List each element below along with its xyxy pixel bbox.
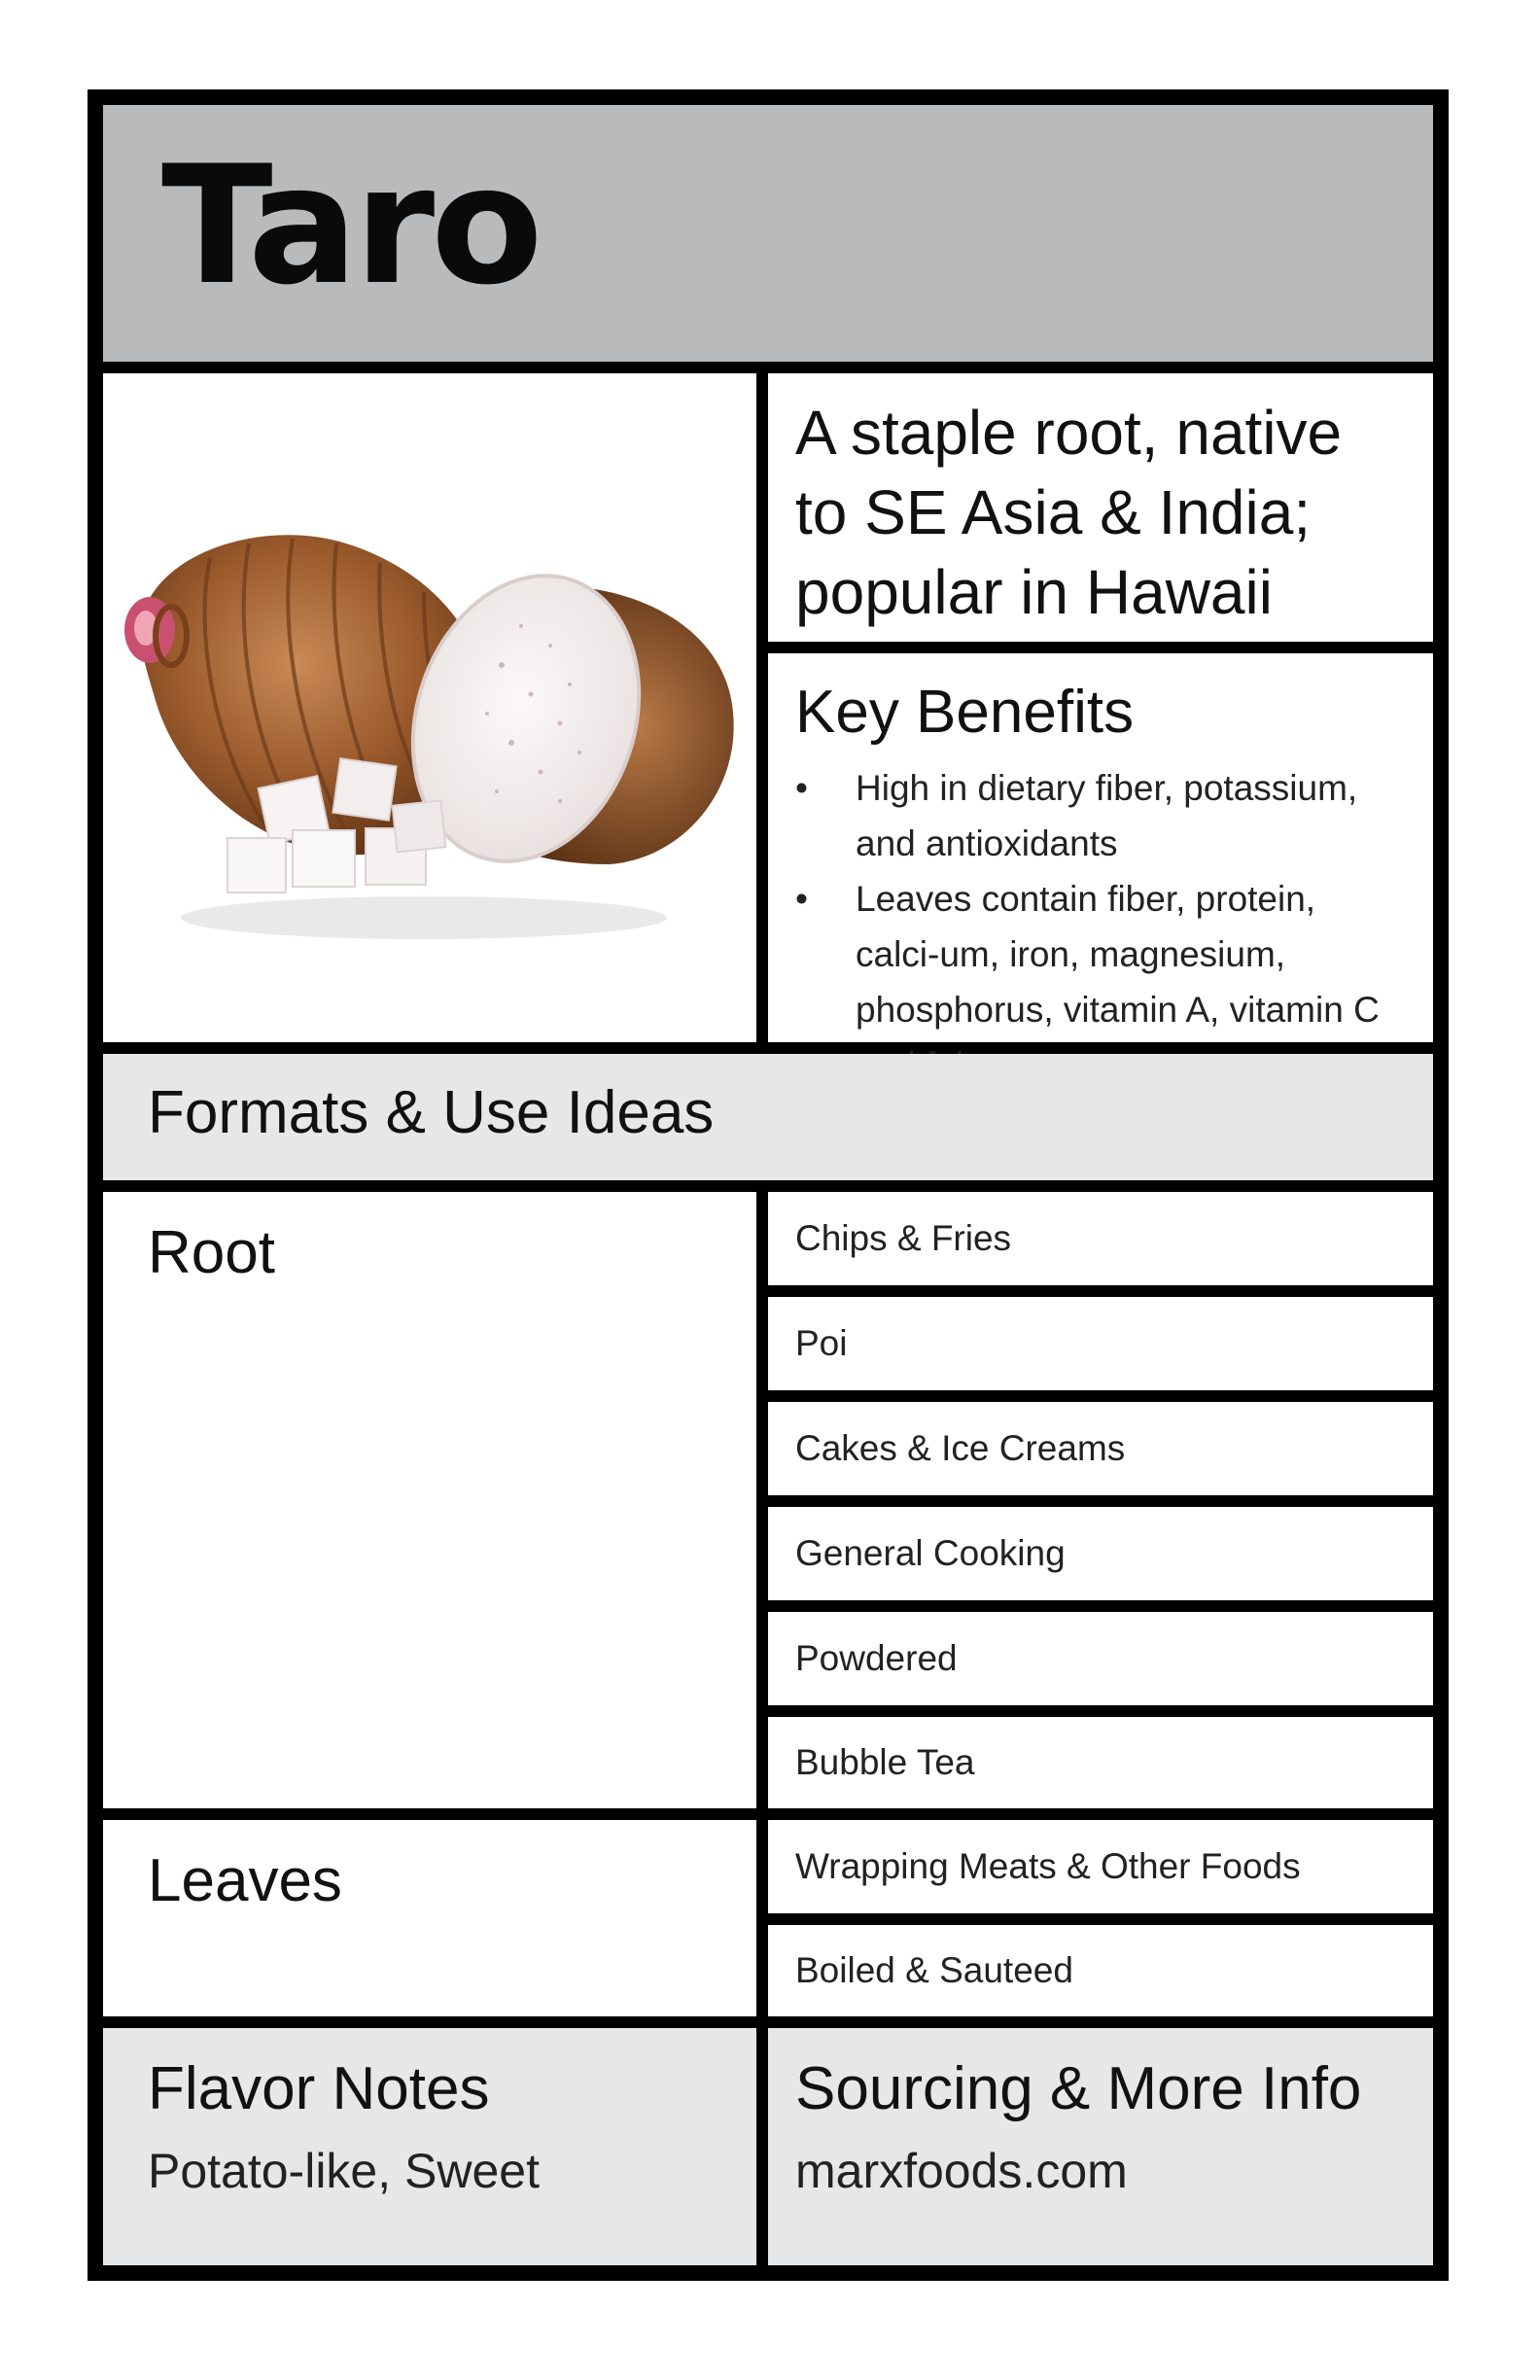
use-item-text: Wrapping Meats & Other Foods (795, 1846, 1301, 1886)
use-item-row (768, 1925, 1433, 2016)
use-item-row (768, 1297, 1433, 1390)
sourcing-panel (768, 2028, 1433, 2265)
use-item-text: Cakes & Ice Creams (795, 1428, 1126, 1468)
bullet-icon: • (795, 768, 808, 808)
benefit-text: High in dietary fiber, potassium, and antioxidants (856, 768, 1358, 863)
header (103, 105, 1433, 362)
flavor-text: Potato-like, Sweet (148, 2144, 540, 2198)
formats-header (103, 1054, 1433, 1180)
use-item-text: Boiled & Sauteed (795, 1950, 1073, 1990)
shadow (181, 896, 667, 939)
benefit-text: Leaves contain fiber, protein, calci-um, iron, magnesium, phosphorus, vitamin A, vitamin C (856, 879, 1380, 1030)
use-item-row (768, 1192, 1433, 1285)
page-title: Taro (161, 130, 540, 321)
taro-root-image (103, 373, 756, 1042)
bullet-icon: • (795, 879, 808, 919)
use-item-row (768, 1612, 1433, 1705)
benefits-list (795, 760, 1404, 1093)
use-item-text: Powdered (795, 1638, 958, 1678)
benefits-title: Key Benefits (795, 679, 1135, 746)
sourcing-title: Sourcing & More Info (795, 2055, 1362, 2122)
description-text: A staple root, native to SE Asia & India; popular in Hawaii (795, 398, 1343, 627)
use-item-row (768, 1820, 1433, 1913)
use-item-row (768, 1507, 1433, 1600)
benefit-item (795, 760, 1404, 871)
use-item-text: Bubble Tea (795, 1742, 975, 1782)
use-item-row (768, 1717, 1433, 1808)
use-item-text: Chips & Fries (795, 1218, 1012, 1258)
description-panel (768, 373, 1433, 642)
flavor-panel (103, 2028, 756, 2265)
leaves-label: Leaves (148, 1847, 342, 1914)
photo-panel (103, 373, 756, 1042)
use-item-text: General Cooking (795, 1533, 1066, 1573)
root-category (103, 1192, 756, 1808)
formats-title: Formats & Use Ideas (148, 1079, 715, 1146)
taro-info-card (88, 89, 1449, 2281)
flavor-title: Flavor Notes (148, 2055, 490, 2122)
use-item-row (768, 1402, 1433, 1495)
root-label: Root (148, 1219, 275, 1286)
sourcing-link[interactable]: marxfoods.com (795, 2144, 1128, 2198)
leaves-category (103, 1820, 756, 2016)
benefits-panel (768, 653, 1433, 1042)
use-item-text: Poi (795, 1323, 848, 1363)
